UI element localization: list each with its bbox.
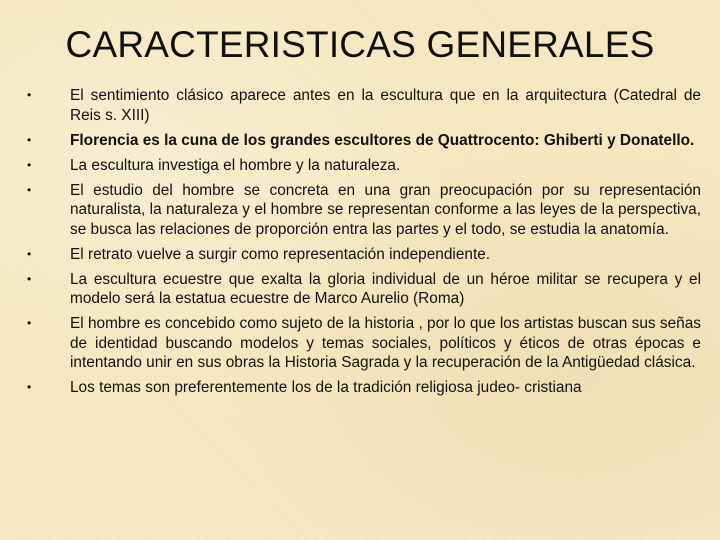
bullet-text: La escultura investiga el hombre y la naturaleza. [70, 156, 401, 174]
bullet-text: Florencia es la cuna de los grandes escultores de Quattrocento: Ghiberti y Donatello. [70, 131, 695, 149]
bullet-list [25, 86, 701, 403]
list-item [25, 378, 701, 398]
list-item [25, 245, 701, 265]
bullet-icon: • [27, 316, 32, 330]
bullet-icon: • [27, 132, 32, 147]
bullet-icon: • [27, 380, 32, 394]
bullet-icon: • [27, 157, 32, 172]
bullet-icon: • [27, 246, 32, 261]
list-item [25, 181, 701, 240]
list-item [25, 131, 701, 151]
bullet-icon: • [27, 182, 32, 197]
bullet-text: El retrato vuelve a surgir como representación independiente. [70, 245, 491, 263]
bullet-text: El hombre es concebido como sujeto de la historia , por lo que los artistas buscan sus señas de identidad buscando modelos y temas sociales, políticos y éticos de otras épocas e intentando unir en sus obras la Historia Sagrada y la recuperación de la Antigüedad clásica. [70, 315, 701, 371]
bullet-text: El sentimiento clásico aparece antes en la escultura que en la arquitectura (Catedral de Reis s. XIII) [70, 87, 701, 124]
bullet-icon: • [27, 271, 32, 286]
slide-title: CARACTERISTICAS GENERALES [65, 24, 655, 65]
bullet-text: Los temas son preferentemente los de la tradición religiosa judeo- cristiana [70, 379, 582, 396]
list-item [25, 86, 701, 125]
bullet-text: La escultura ecuestre que exalta la gloria individual de un héroe militar se recupera y el modelo será la estatua ecuestre de Marco Aurelio (Roma) [70, 270, 701, 307]
bullet-icon: • [27, 88, 32, 102]
list-item [25, 314, 701, 373]
list-item [25, 156, 701, 176]
list-item [25, 270, 701, 309]
bullet-text: El estudio del hombre se concreta en una gran preocupación por su representación naturalista, la naturaleza y el hombre se representan conforme a las leyes de la perspectiva, se busca las relaciones de proporción entra las partes y el todo, se estudia la anatomía. [70, 181, 701, 238]
